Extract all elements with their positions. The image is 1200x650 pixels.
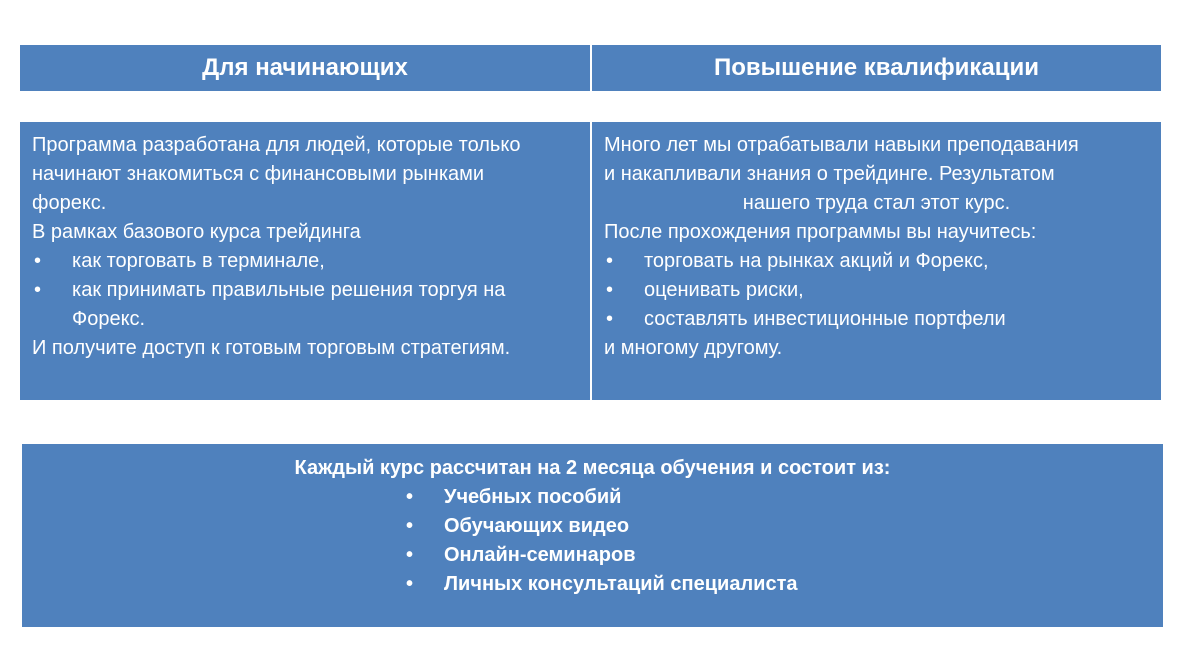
text-line: начинают знакомиться с финансовыми рынками [32, 163, 485, 185]
text-line: и многому другому. [604, 337, 783, 359]
bullet-icon: • [406, 544, 414, 566]
bullet-icon: • [606, 308, 614, 330]
list-item [406, 483, 1163, 512]
bullet-icon: • [606, 279, 614, 301]
text-line: И получите доступ к готовым торговым стратегиям. [32, 337, 511, 359]
text-line: В рамках базового курса трейдинга [32, 221, 361, 243]
text-line: нашего труда стал этот курс. [742, 192, 1011, 214]
header-advanced [592, 45, 1161, 91]
list-item [32, 247, 578, 276]
list-item [604, 276, 1149, 305]
header-beginners-label: Для начинающих [202, 54, 408, 81]
list-item [406, 512, 1163, 541]
bullet-icon: • [34, 250, 42, 272]
bullet-icon: • [406, 515, 414, 537]
text-line: После прохождения программы вы научитесь: [604, 221, 1037, 243]
list-item-text: Личных консультаций специалиста [444, 573, 798, 595]
list-item [604, 247, 1149, 276]
text-line: форекс. [32, 192, 107, 214]
beginners-description-panel [20, 122, 590, 400]
list-item-text: торговать на рынках акций и Форекс, [644, 250, 989, 272]
bullet-icon: • [34, 279, 42, 301]
list-item-text: Обучающих видео [444, 515, 630, 537]
list-item [406, 541, 1163, 570]
bullet-icon: • [606, 250, 614, 272]
list-item-text: составлять инвестиционные портфели [644, 308, 1006, 330]
list-item-text: как принимать правильные решения торгуя на Форекс. [72, 279, 506, 330]
list-item [406, 570, 1163, 599]
text-line: Много лет мы отрабатывали навыки преподавания [604, 134, 1079, 156]
list-item [604, 305, 1149, 334]
course-contents-panel [22, 444, 1163, 627]
bullet-icon: • [406, 573, 414, 595]
course-contents-list [406, 483, 1163, 599]
list-item-text: как торговать в терминале, [72, 250, 325, 272]
course-contents-title: Каждый курс рассчитан на 2 месяца обучения и состоит из: [294, 457, 891, 479]
list-item [32, 276, 578, 334]
text-line: и накапливали знания о трейдинге. Результатом [604, 163, 1055, 185]
header-beginners [20, 45, 590, 91]
list-item-text: Онлайн-семинаров [444, 544, 636, 566]
list-item-text: оценивать риски, [644, 279, 804, 301]
bullet-icon: • [406, 486, 414, 508]
list-item-text: Учебных пособий [444, 486, 622, 508]
advanced-description-panel [592, 122, 1161, 400]
text-line: Программа разработана для людей, которые только [32, 134, 521, 156]
header-advanced-label: Повышение квалификации [714, 54, 1039, 81]
